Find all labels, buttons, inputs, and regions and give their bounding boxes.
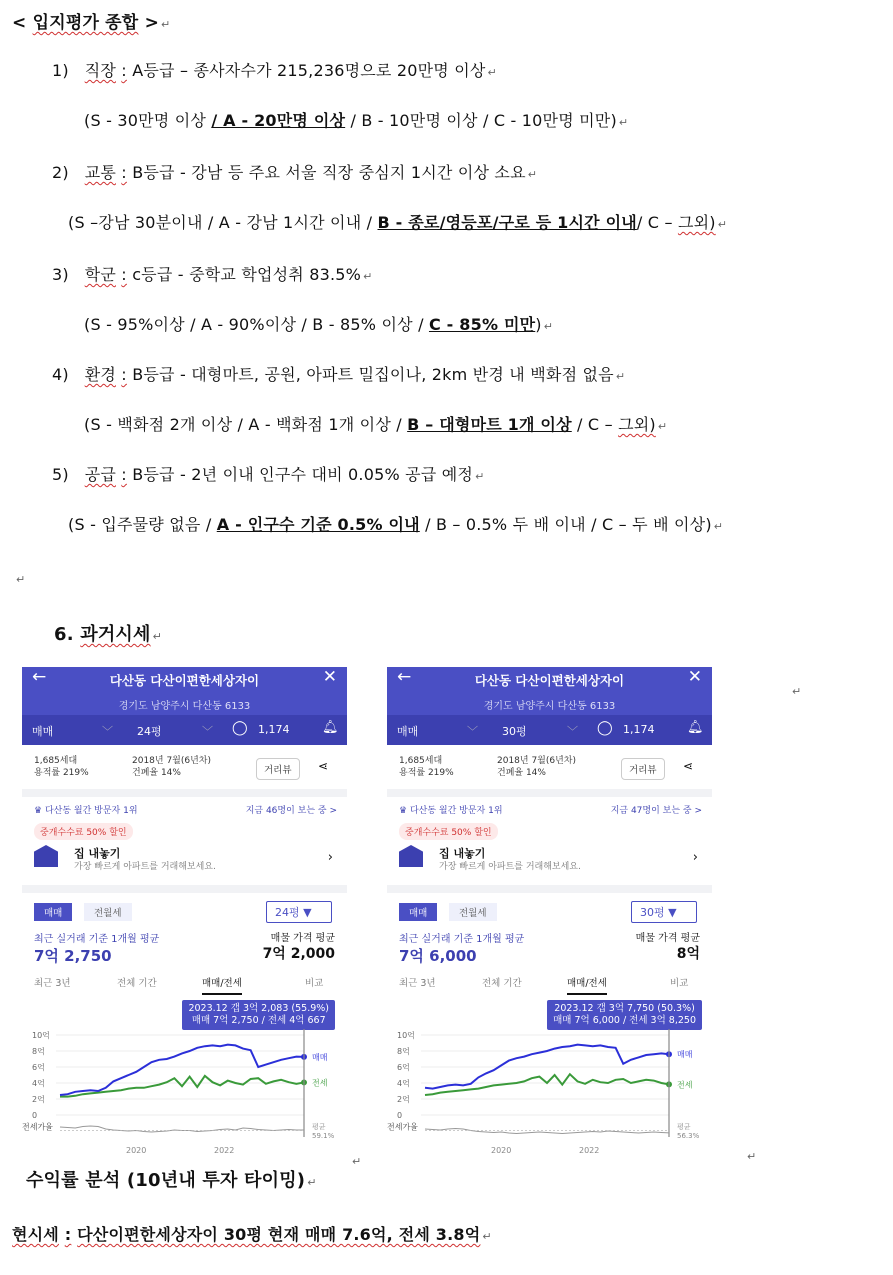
item-dash: – bbox=[179, 61, 189, 80]
item-num: 3) bbox=[52, 265, 69, 284]
promo-badge: 중개수수료 50% 할인 bbox=[399, 823, 498, 840]
item-num: 2) bbox=[52, 163, 69, 182]
criteria-tail: 그외) bbox=[618, 415, 656, 434]
section7-title: 수익률 분석 (10년내 투자 타이밍) bbox=[26, 1170, 306, 1191]
criteria-selected: / A - 20만명 이상 bbox=[211, 111, 346, 130]
y-tick-label: 2억 bbox=[32, 1095, 45, 1104]
card-header bbox=[22, 667, 347, 745]
price-chart bbox=[22, 1029, 347, 1155]
chevron-right-icon[interactable]: › bbox=[692, 850, 698, 865]
back-arrow-icon[interactable]: ← bbox=[32, 667, 47, 687]
ratio-label: 전세가율 bbox=[387, 1122, 418, 1132]
chevron-down-icon: ﹀ bbox=[567, 725, 578, 738]
item-grade: c등급 bbox=[132, 265, 173, 284]
tooltip-gap: 2023.12 갭 3억 7,750 (50.3%) bbox=[554, 1003, 695, 1014]
item-num: 5) bbox=[52, 465, 69, 484]
item-grade: A등급 bbox=[132, 61, 175, 80]
x-tick-label: 2020 bbox=[491, 1146, 512, 1155]
item-label: 환경 bbox=[84, 365, 116, 384]
watching-link[interactable]: 지금 47명이 보는 중 > bbox=[610, 806, 702, 816]
section6-title: 과거시세 bbox=[80, 624, 151, 645]
listing-desc: 가장 빠르게 아파트를 거래해보세요. bbox=[74, 862, 216, 872]
listing-desc: 가장 빠르게 아파트를 거래해보세요. bbox=[439, 862, 581, 872]
item-label: 교통 bbox=[84, 163, 116, 182]
promo-badge: 중개수수료 50% 할인 bbox=[34, 823, 133, 840]
period-tab-3y[interactable]: 최근 3년 bbox=[34, 978, 71, 989]
visit-text: 다산동 월간 방문자 1위 bbox=[44, 806, 138, 816]
jeonse-series-line bbox=[60, 1076, 304, 1097]
built-year: 2018년 7월(6년차) bbox=[497, 756, 577, 766]
item-line: 2) 교통 : B등급 - 강남 등 주요 서울 직장 중심지 1시간 이상 소요 ↵ bbox=[52, 163, 538, 182]
item-desc: 강남 등 주요 서울 직장 중심지 1시간 이상 소요 bbox=[191, 163, 526, 182]
criteria-post: / B – 0.5% 두 배 이내 / C – 두 배 이상) bbox=[419, 515, 712, 534]
criteria-selected: B – 대형마트 1개 이상 bbox=[407, 415, 572, 434]
item-dash: - bbox=[179, 365, 186, 384]
filter-bar bbox=[22, 715, 347, 745]
item-criteria: (S - 95%이상 / A - 90%이상 / B - 85% 이상 / C - 85% 미만) ↵ bbox=[84, 315, 554, 334]
listing-title[interactable]: 집 내놓기 bbox=[74, 847, 121, 860]
comment-icon[interactable]: ◯ bbox=[232, 720, 248, 736]
criteria-pre: (S - 95%이상 / A - 90%이상 / B - 85% 이상 / bbox=[84, 315, 429, 334]
building-coverage: 건폐율 14% bbox=[132, 768, 181, 778]
current-text: 다산이편한세상자이 30평 현재 매매 7.6억, 전세 3.8억 bbox=[77, 1225, 481, 1244]
bell-icon[interactable]: 🔔︎ bbox=[322, 720, 339, 735]
trade-type-select[interactable]: 매매 bbox=[32, 725, 54, 738]
jeonse-ratio-line bbox=[425, 1129, 669, 1134]
item-criteria: (S - 30만명 이상 / A - 20만명 이상 / B - 10만명 이상 / C - 10만명 미만) ↵ bbox=[84, 111, 629, 130]
watching-link[interactable]: 지금 46명이 보는 중 > bbox=[245, 806, 337, 816]
y-tick-label: 0 bbox=[32, 1111, 38, 1120]
back-arrow-icon[interactable]: ← bbox=[397, 667, 412, 687]
item-grade: B등급 bbox=[132, 365, 175, 384]
y-tick-label: 6억 bbox=[397, 1063, 410, 1072]
legend-jeonse: 전세 bbox=[677, 1080, 693, 1090]
tab-sale[interactable]: 매매 bbox=[399, 903, 437, 921]
households: 1,685세대 bbox=[34, 756, 78, 766]
item-line: 4) 환경 : B등급 - 대형마트, 공원, 아파트 밀집이나, 2km 반경 내 백화점 없음 ↵ bbox=[52, 365, 626, 384]
tab-jeonse[interactable]: 전월세 bbox=[84, 903, 132, 921]
ratio-avg-value: 56.3% bbox=[677, 1132, 700, 1140]
criteria-tail: 그외) bbox=[677, 213, 716, 232]
item-dash: - bbox=[179, 465, 186, 484]
section-heading: < 입지평가 종합 > ↵ bbox=[12, 13, 171, 33]
chart-tooltip bbox=[182, 1000, 335, 1030]
info-left bbox=[399, 755, 454, 779]
section7-heading: 수익률 분석 (10년내 투자 타이밍) ↵ bbox=[26, 1170, 317, 1191]
item-colon: : bbox=[121, 163, 127, 182]
item-colon: : bbox=[121, 465, 127, 484]
size-dropdown[interactable]: 30평 ▼ bbox=[631, 901, 697, 923]
avg-label: 최근 실거래 기준 1개월 평균 bbox=[34, 934, 160, 945]
visit-text: 다산동 월간 방문자 1위 bbox=[409, 806, 503, 816]
item-label: 학군 bbox=[84, 265, 116, 284]
size-select[interactable]: 30평 bbox=[502, 725, 527, 738]
visit-rank bbox=[399, 805, 503, 817]
item-desc: 종사자수가 215,236명으로 20만명 이상 bbox=[193, 61, 486, 80]
y-tick-label: 10억 bbox=[397, 1031, 415, 1040]
item-colon: : bbox=[121, 365, 127, 384]
apartment-card bbox=[387, 667, 712, 1155]
crown-icon: ♛ bbox=[399, 806, 408, 816]
crown-icon: ♛ bbox=[34, 806, 43, 816]
period-tab-compare[interactable]: 비교 bbox=[305, 978, 324, 989]
item-dash: - bbox=[177, 265, 184, 284]
size-dropdown[interactable]: 24평 ▼ bbox=[266, 901, 332, 923]
apartment-address: 경기도 남양주시 다산동 6133 bbox=[118, 701, 251, 712]
item-line: 1) 직장 : A등급 – 종사자수가 215,236명으로 20만명 이상 ↵ bbox=[52, 61, 497, 80]
period-tab-all[interactable]: 전체 기간 bbox=[117, 978, 157, 989]
item-desc: 중학교 학업성취 83.5% bbox=[189, 265, 362, 284]
item-label: 직장 bbox=[84, 61, 116, 80]
criteria-selected: C - 85% 미만 bbox=[428, 315, 536, 334]
criteria-selected: B - 종로/영등포/구로 등 1시간 이내 bbox=[377, 213, 637, 232]
chevron-down-icon: ﹀ bbox=[202, 725, 213, 738]
tab-jeonse[interactable]: 전월세 bbox=[449, 903, 497, 921]
share-icon[interactable]: ⋖ bbox=[683, 759, 694, 773]
criteria-pre: (S - 입주물량 없음 / bbox=[68, 515, 217, 534]
criteria-selected: A - 인구수 기준 0.5% 이내 bbox=[216, 515, 420, 534]
info-right bbox=[132, 755, 211, 779]
y-tick-label: 10억 bbox=[32, 1031, 50, 1040]
avg-value: 7억 6,000 bbox=[399, 947, 477, 965]
ask-label: 매물 가격 평균 bbox=[270, 933, 335, 944]
ratio-avg-value: 59.1% bbox=[312, 1132, 335, 1140]
info-left bbox=[34, 755, 89, 779]
current-label: 현시세 bbox=[12, 1225, 59, 1244]
listing-title[interactable]: 집 내놓기 bbox=[439, 847, 486, 860]
item-criteria: (S - 백화점 2개 이상 / A - 백화점 1개 이상 / B – 대형마트 1개 이상 / C – 그외) ↵ bbox=[84, 415, 668, 434]
legend-jeonse: 전세 bbox=[312, 1078, 328, 1088]
size-select[interactable]: 24평 bbox=[137, 725, 162, 738]
item-desc: 2년 이내 인구수 대비 0.05% 공급 예정 bbox=[191, 465, 474, 484]
y-tick-label: 4억 bbox=[397, 1079, 410, 1088]
apartment-title: 다산동 다산이편한세상자이 bbox=[109, 673, 260, 688]
criteria-post: / C – bbox=[636, 213, 678, 232]
criteria-post: / C – bbox=[571, 415, 619, 434]
y-tick-label: 6억 bbox=[32, 1063, 45, 1072]
criteria-post: ) bbox=[535, 315, 542, 334]
comment-count: 1,174 bbox=[258, 723, 290, 736]
item-num: 4) bbox=[52, 365, 69, 384]
ratio-label: 전세가율 bbox=[22, 1122, 53, 1132]
apartment-card bbox=[22, 667, 347, 1155]
item-num: 1) bbox=[52, 61, 69, 80]
y-tick-label: 8억 bbox=[32, 1047, 45, 1056]
period-tab-compare[interactable]: 비교 bbox=[670, 978, 689, 989]
criteria-pre: (S - 백화점 2개 이상 / A - 백화점 1개 이상 / bbox=[84, 415, 408, 434]
filter-bar bbox=[387, 715, 712, 745]
ask-value: 8억 bbox=[676, 946, 700, 962]
y-tick-label: 0 bbox=[397, 1111, 403, 1120]
item-line: 3) 학군 : c등급 - 중학교 학업성취 83.5% ↵ bbox=[52, 265, 373, 284]
close-icon[interactable]: ✕ bbox=[322, 667, 337, 687]
avg-label: 최근 실거래 기준 1개월 평균 bbox=[399, 934, 525, 945]
building-coverage: 건폐율 14% bbox=[497, 768, 546, 778]
item-grade: B등급 bbox=[132, 465, 175, 484]
current-colon: : bbox=[64, 1225, 72, 1244]
current-price: 현시세 : 다산이편한세상자이 30평 현재 매매 7.6억, 전세 3.8억 ↵ bbox=[12, 1225, 492, 1244]
comment-count: 1,174 bbox=[623, 723, 655, 736]
x-tick-label: 2020 bbox=[126, 1146, 147, 1155]
trade-type-select[interactable]: 매매 bbox=[397, 725, 419, 738]
jeonse-ratio-line bbox=[60, 1126, 304, 1132]
visit-rank bbox=[34, 805, 138, 817]
price-chart bbox=[387, 1029, 712, 1155]
period-tab-sale-jeonse[interactable]: 매매/전세 bbox=[202, 975, 242, 995]
item-colon: : bbox=[121, 61, 127, 80]
chevron-down-icon: ﹀ bbox=[467, 725, 478, 738]
criteria-pre: (S –강남 30분이내 / A - 강남 1시간 이내 / bbox=[68, 213, 378, 232]
apartment-title: 다산동 다산이편한세상자이 bbox=[474, 673, 625, 688]
x-tick-label: 2022 bbox=[214, 1146, 235, 1155]
comment-icon[interactable]: ◯ bbox=[597, 720, 613, 736]
chart-tooltip bbox=[547, 1000, 702, 1030]
item-criteria: (S - 입주물량 없음 / A - 인구수 기준 0.5% 이내 / B – 0.5% 두 배 이내 / C – 두 배 이상) ↵ bbox=[68, 515, 724, 534]
ratio-avg-label: 평균 bbox=[677, 1123, 691, 1131]
legend-sale: 매매 bbox=[677, 1050, 693, 1060]
y-tick-label: 8억 bbox=[397, 1047, 410, 1056]
heading-gt: > bbox=[144, 13, 160, 33]
house-icon bbox=[34, 845, 58, 867]
avg-value: 7억 2,750 bbox=[34, 947, 112, 965]
section6-num: 6. bbox=[54, 624, 74, 645]
share-icon[interactable]: ⋖ bbox=[318, 759, 329, 773]
ratio-avg-label: 평균 bbox=[312, 1123, 326, 1131]
bell-icon[interactable]: 🔔︎ bbox=[687, 720, 704, 735]
item-dash: - bbox=[179, 163, 186, 182]
item-grade: B등급 bbox=[132, 163, 175, 182]
households: 1,685세대 bbox=[399, 756, 443, 766]
criteria-post: / B - 10만명 이상 / C - 10만명 미만) bbox=[345, 111, 617, 130]
floor-area-ratio: 용적률 219% bbox=[34, 768, 89, 778]
ask-label: 매물 가격 평균 bbox=[635, 933, 700, 944]
item-criteria: (S –강남 30분이내 / A - 강남 1시간 이내 / B - 종로/영등포/구로 등 1시간 이내/ C – 그외) ↵ bbox=[68, 213, 728, 232]
street-view-button[interactable]: 거리뷰 bbox=[256, 758, 300, 780]
period-tab-3y[interactable]: 최근 3년 bbox=[399, 978, 436, 989]
heading-lt: < bbox=[12, 13, 27, 33]
item-label: 공급 bbox=[84, 465, 116, 484]
chevron-down-icon: ﹀ bbox=[102, 725, 113, 738]
legend-sale: 매매 bbox=[312, 1052, 328, 1062]
period-tab-sale-jeonse[interactable]: 매매/전세 bbox=[567, 975, 607, 995]
info-right bbox=[497, 755, 576, 779]
apartment-address: 경기도 남양주시 다산동 6133 bbox=[483, 701, 616, 712]
x-tick-label: 2022 bbox=[579, 1146, 600, 1155]
tooltip-gap: 2023.12 갭 3억 2,083 (55.9%) bbox=[188, 1003, 329, 1014]
tooltip-prices: 매매 7억 2,750 / 전세 4억 667 bbox=[191, 1015, 326, 1026]
period-tab-all[interactable]: 전체 기간 bbox=[482, 978, 522, 989]
close-icon[interactable]: ✕ bbox=[687, 667, 702, 687]
ask-value: 7억 2,000 bbox=[262, 946, 335, 962]
chevron-right-icon[interactable]: › bbox=[327, 850, 333, 865]
tooltip-prices: 매매 7억 6,000 / 전세 3억 8,250 bbox=[553, 1015, 696, 1026]
y-tick-label: 4억 bbox=[32, 1079, 45, 1088]
criteria-pre: (S - 30만명 이상 bbox=[84, 111, 212, 130]
item-colon: : bbox=[121, 265, 127, 284]
tab-sale[interactable]: 매매 bbox=[34, 903, 72, 921]
house-icon bbox=[399, 845, 423, 867]
item-desc: 대형마트, 공원, 아파트 밀집이나, 2km 반경 내 백화점 없음 bbox=[191, 365, 614, 384]
card-header bbox=[387, 667, 712, 745]
heading-title: 입지평가 종합 bbox=[32, 13, 139, 33]
floor-area-ratio: 용적률 219% bbox=[399, 768, 454, 778]
y-tick-label: 2억 bbox=[397, 1095, 410, 1104]
street-view-button[interactable]: 거리뷰 bbox=[621, 758, 665, 780]
item-line: 5) 공급 : B등급 - 2년 이내 인구수 대비 0.05% 공급 예정 ↵ bbox=[52, 465, 485, 484]
built-year: 2018년 7월(6년차) bbox=[132, 756, 212, 766]
section6-heading: 6. 과거시세 ↵ bbox=[54, 624, 163, 645]
